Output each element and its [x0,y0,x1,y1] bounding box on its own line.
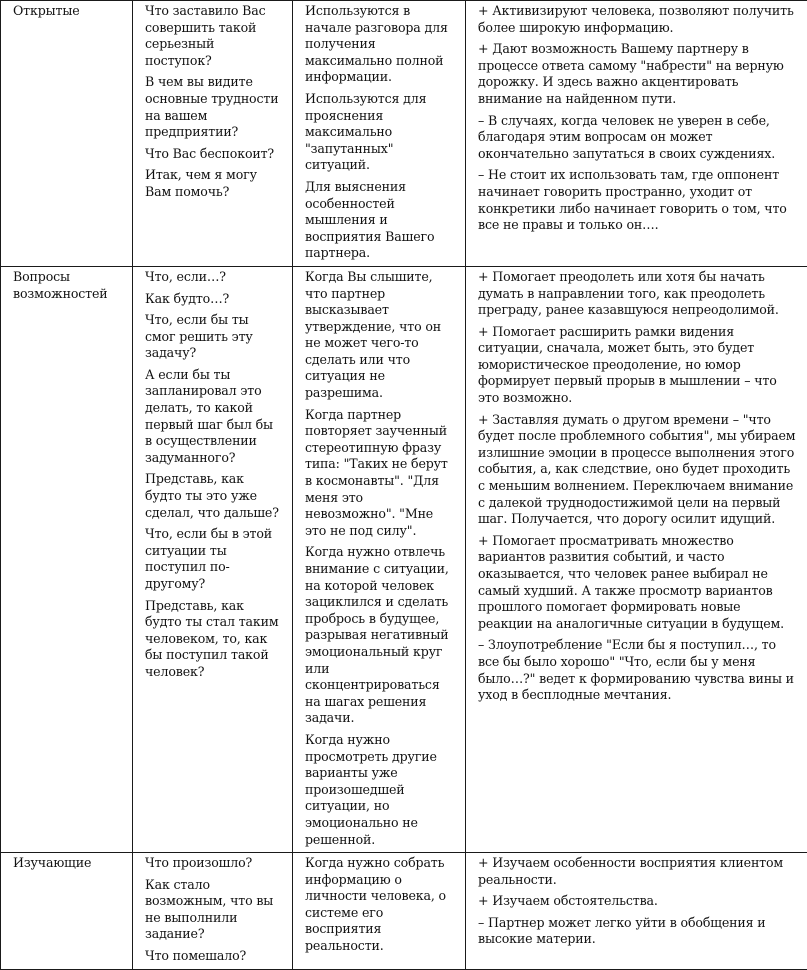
effect-text: + Активизируют человека, позволяют получить более широкую информацию. [478,3,797,36]
example-question: Что, если бы ты смог решить эту задачу? [145,312,282,362]
table-row [1,853,807,970]
question-type-label: Изучающие [13,855,122,872]
question-type-cell [1,1,133,267]
usage-text: Когда нужно собрать информацию о личности человека, о системе его восприятия реальности. [305,855,455,955]
usage-text: Когда Вы слышите, что партнер высказывает утверждение, что он не может чего-то сделать или что ситуация не разрешима. [305,269,455,402]
table-row [1,1,807,267]
effect-text: + Изучаем обстоятельства. [478,893,797,910]
effects-cell [466,1,807,267]
effect-text: – Не стоит их использовать там, где оппонент начинает говорить пространно, уходит от конкретики либо начинает говорить о том, что все не правы и только он…. [478,167,797,233]
usage-cell [293,1,466,267]
example-question: В чем вы видите основные трудности на вашем предприятии? [145,74,282,140]
usage-text: Когда нужно отвлечь внимание с ситуации, на которой человек зациклился и сделать пробрось в будущее, разрывая негативный эмоциональный круг или сконцентрироваться на шагах решения задачи. [305,544,455,727]
example-question: Что заставило Вас совершить такой серьезный поступок? [145,3,282,69]
question-type-label: Вопросы возможностей [13,269,122,302]
usage-text: Для выяснения особенностей мышления и восприятия Вашего партнера. [305,179,455,262]
example-question: Как стало возможным, что вы не выполнили задание? [145,877,282,943]
question-type-label: Открытые [13,3,122,20]
question-type-cell [1,266,133,852]
question-type-cell [1,853,133,970]
example-questions-cell [133,853,293,970]
effects-cell [466,853,807,970]
effect-text: + Помогает преодолеть или хотя бы начать думать в направлении того, как преодолеть преграду, ранее казавшуюся непреодолимой. [478,269,797,319]
usage-text: Когда нужно просмотреть другие варианты уже произошедшей ситуации, но эмоционально не решенной. [305,732,455,848]
effect-text: + Помогает расширить рамки видения ситуации, сначала, может быть, это будет юмористическое преодоление, но юмор формирует первый прорыв в мышлении – что это возможно. [478,324,797,407]
example-question: Что произошло? [145,855,282,872]
example-question: Что, если бы в этой ситуации ты поступил по-другому? [145,526,282,592]
example-question: Представь, как будто ты это уже сделал, что дальше? [145,471,282,521]
usage-text: Используются для прояснения максимально "запутанных" ситуаций. [305,91,455,174]
effects-cell [466,266,807,852]
effect-text: – Партнер может легко уйти в обобщения и высокие материи. [478,915,797,948]
example-question: А если бы ты запланировал это делать, то какой первый шаг был бы в осуществлении задуманного? [145,367,282,467]
table-row [1,266,807,852]
example-question: Как будто…? [145,291,282,308]
usage-cell [293,266,466,852]
example-question: Что помешало? [145,948,282,965]
effect-text: + Изучаем особенности восприятия клиентом реальности. [478,855,797,888]
example-question: Что, если…? [145,269,282,286]
example-question: Итак, чем я могу Вам помочь? [145,167,282,200]
effect-text: – В случаях, когда человек не уверен в себе, благодаря этим вопросам он может окончательно запутаться в своих суждениях. [478,113,797,163]
example-questions-cell [133,1,293,267]
effect-text: + Заставляя думать о другом времени – "что будет после проблемного события", мы убираем излишние эмоции в процессе выполнения этого события, а, как следствие, оно будет проходить с меньшим волнением. Переключаем внимание с далекой труднодостижимой цели на первый шаг. Получается, что дорогу осилит идущий. [478,412,797,528]
example-question: Что Вас беспокоит? [145,146,282,163]
example-questions-cell [133,266,293,852]
example-question: Представь, как будто ты стал таким человеком, то, как бы поступил такой человек? [145,598,282,681]
effect-text: + Дают возможность Вашему партнеру в процессе ответа самому "набрести" на верную дорожку. И здесь важно акцентировать внимание на найденном пути. [478,41,797,107]
usage-text: Используются в начале разговора для получения максимально полной информации. [305,3,455,86]
usage-text: Когда партнер повторяет заученный стереотипную фразу типа: "Таких не берут в космонавты". "Для меня это невозможно". "Мне это не под силу". [305,407,455,540]
usage-cell [293,853,466,970]
effect-text: + Помогает просматривать множество вариантов развития событий, и часто оказывается, что человек ранее выбирал не самый худший. А также просмотр вариантов прошлого помогает формировать новые реакции на аналогичные ситуации в будущем. [478,533,797,633]
effect-text: – Злоупотребление "Если бы я поступил…, то все бы было хорошо" "Что, если бы у меня было…?" ведет к формированию чувства вины и уход в бесплодные мечтания. [478,637,797,703]
